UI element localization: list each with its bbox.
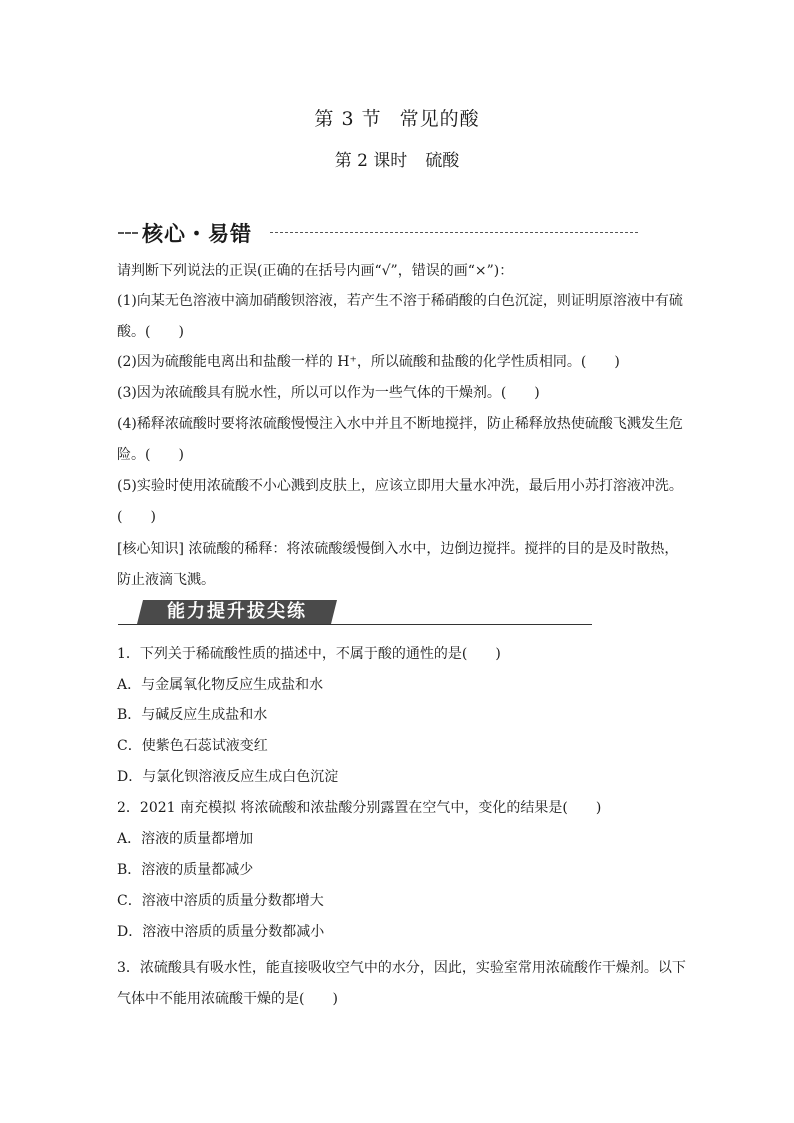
statement-2: (2)因为硫酸能电离出和盐酸一样的 H⁺，所以硫酸和盐酸的化学性质相同。( ) [117,354,620,370]
question-2-stem: 2．2021 南充模拟 将浓硫酸和浓盐酸分别露置在空气中，变化的结果是( ) [117,800,602,816]
statement-1: (1)向某无色溶液中滴加硝酸钡溶液，若产生不溶于稀硝酸的白色沉淀，则证明原溶液中有硫酸。( ) [117,293,683,340]
page-title [0,104,794,131]
question-1-stem: 1．下列关于稀硫酸性质的描述中，不属于酸的通性的是( ) [117,646,501,662]
statement-3: (3)因为浓硫酸具有脱水性，所以可以作为一些气体的干燥剂。( ) [117,385,540,401]
section-number: 第 3 节 [314,108,382,130]
core-dashed-rule [270,232,638,233]
lesson-topic: 硫酸 [425,151,460,171]
core-lead-rule [118,232,138,234]
ability-section-header [118,600,592,628]
question-2-option-b: B．溶液的质量都减少 [117,862,254,878]
page-subtitle [0,146,794,171]
question-2-option-a: A．溶液的质量都增加 [117,831,254,847]
question-1-option-c: C．使紫色石蕊试液变红 [117,738,268,754]
section-topic: 常见的酸 [399,108,480,130]
statement-4: (4)稀释浓硫酸时要将浓硫酸慢慢注入水中并且不断地搅拌，防止稀释放热使硫酸飞溅发生危险。( ) [117,416,683,463]
ability-section-title: 能力提升拔尖练 [167,601,307,622]
question-2-option-c: C．溶液中溶质的质量分数都增大 [117,893,324,909]
question-1-option-a: A．与金属氧化物反应生成盐和水 [117,677,324,693]
question-1-option-b: B．与碱反应生成盐和水 [117,707,268,723]
ability-underline [118,624,592,625]
core-section-header [118,216,638,250]
core-knowledge: [核心知识] 浓硫酸的稀释：将浓硫酸缓慢倒入水中，边倒边搅拌。搅拌的目的是及时散热，防止液滴飞溅。 [117,541,679,588]
lesson-number: 第 2 课时 [334,151,408,171]
core-section-title: 核心・易错 [142,222,252,246]
statement-5: (5)实验时使用浓硫酸不小心溅到皮肤上，应该立即用大量水冲洗，最后用小苏打溶液冲洗。( ) [117,478,683,525]
question-3-stem: 3．浓硫酸具有吸水性，能直接吸收空气中的水分，因此，实验室常用浓硫酸作干燥剂。以下气体中不能用浓硫酸干燥的是( ) [117,960,686,1007]
core-instruction: 请判断下列说法的正误(正确的在括号内画“√”，错误的画“×”)： [117,263,514,279]
question-2-option-d: D．溶液中溶质的质量分数都减小 [117,924,325,940]
question-1-option-d: D．与氯化钡溶液反应生成白色沉淀 [117,769,339,785]
